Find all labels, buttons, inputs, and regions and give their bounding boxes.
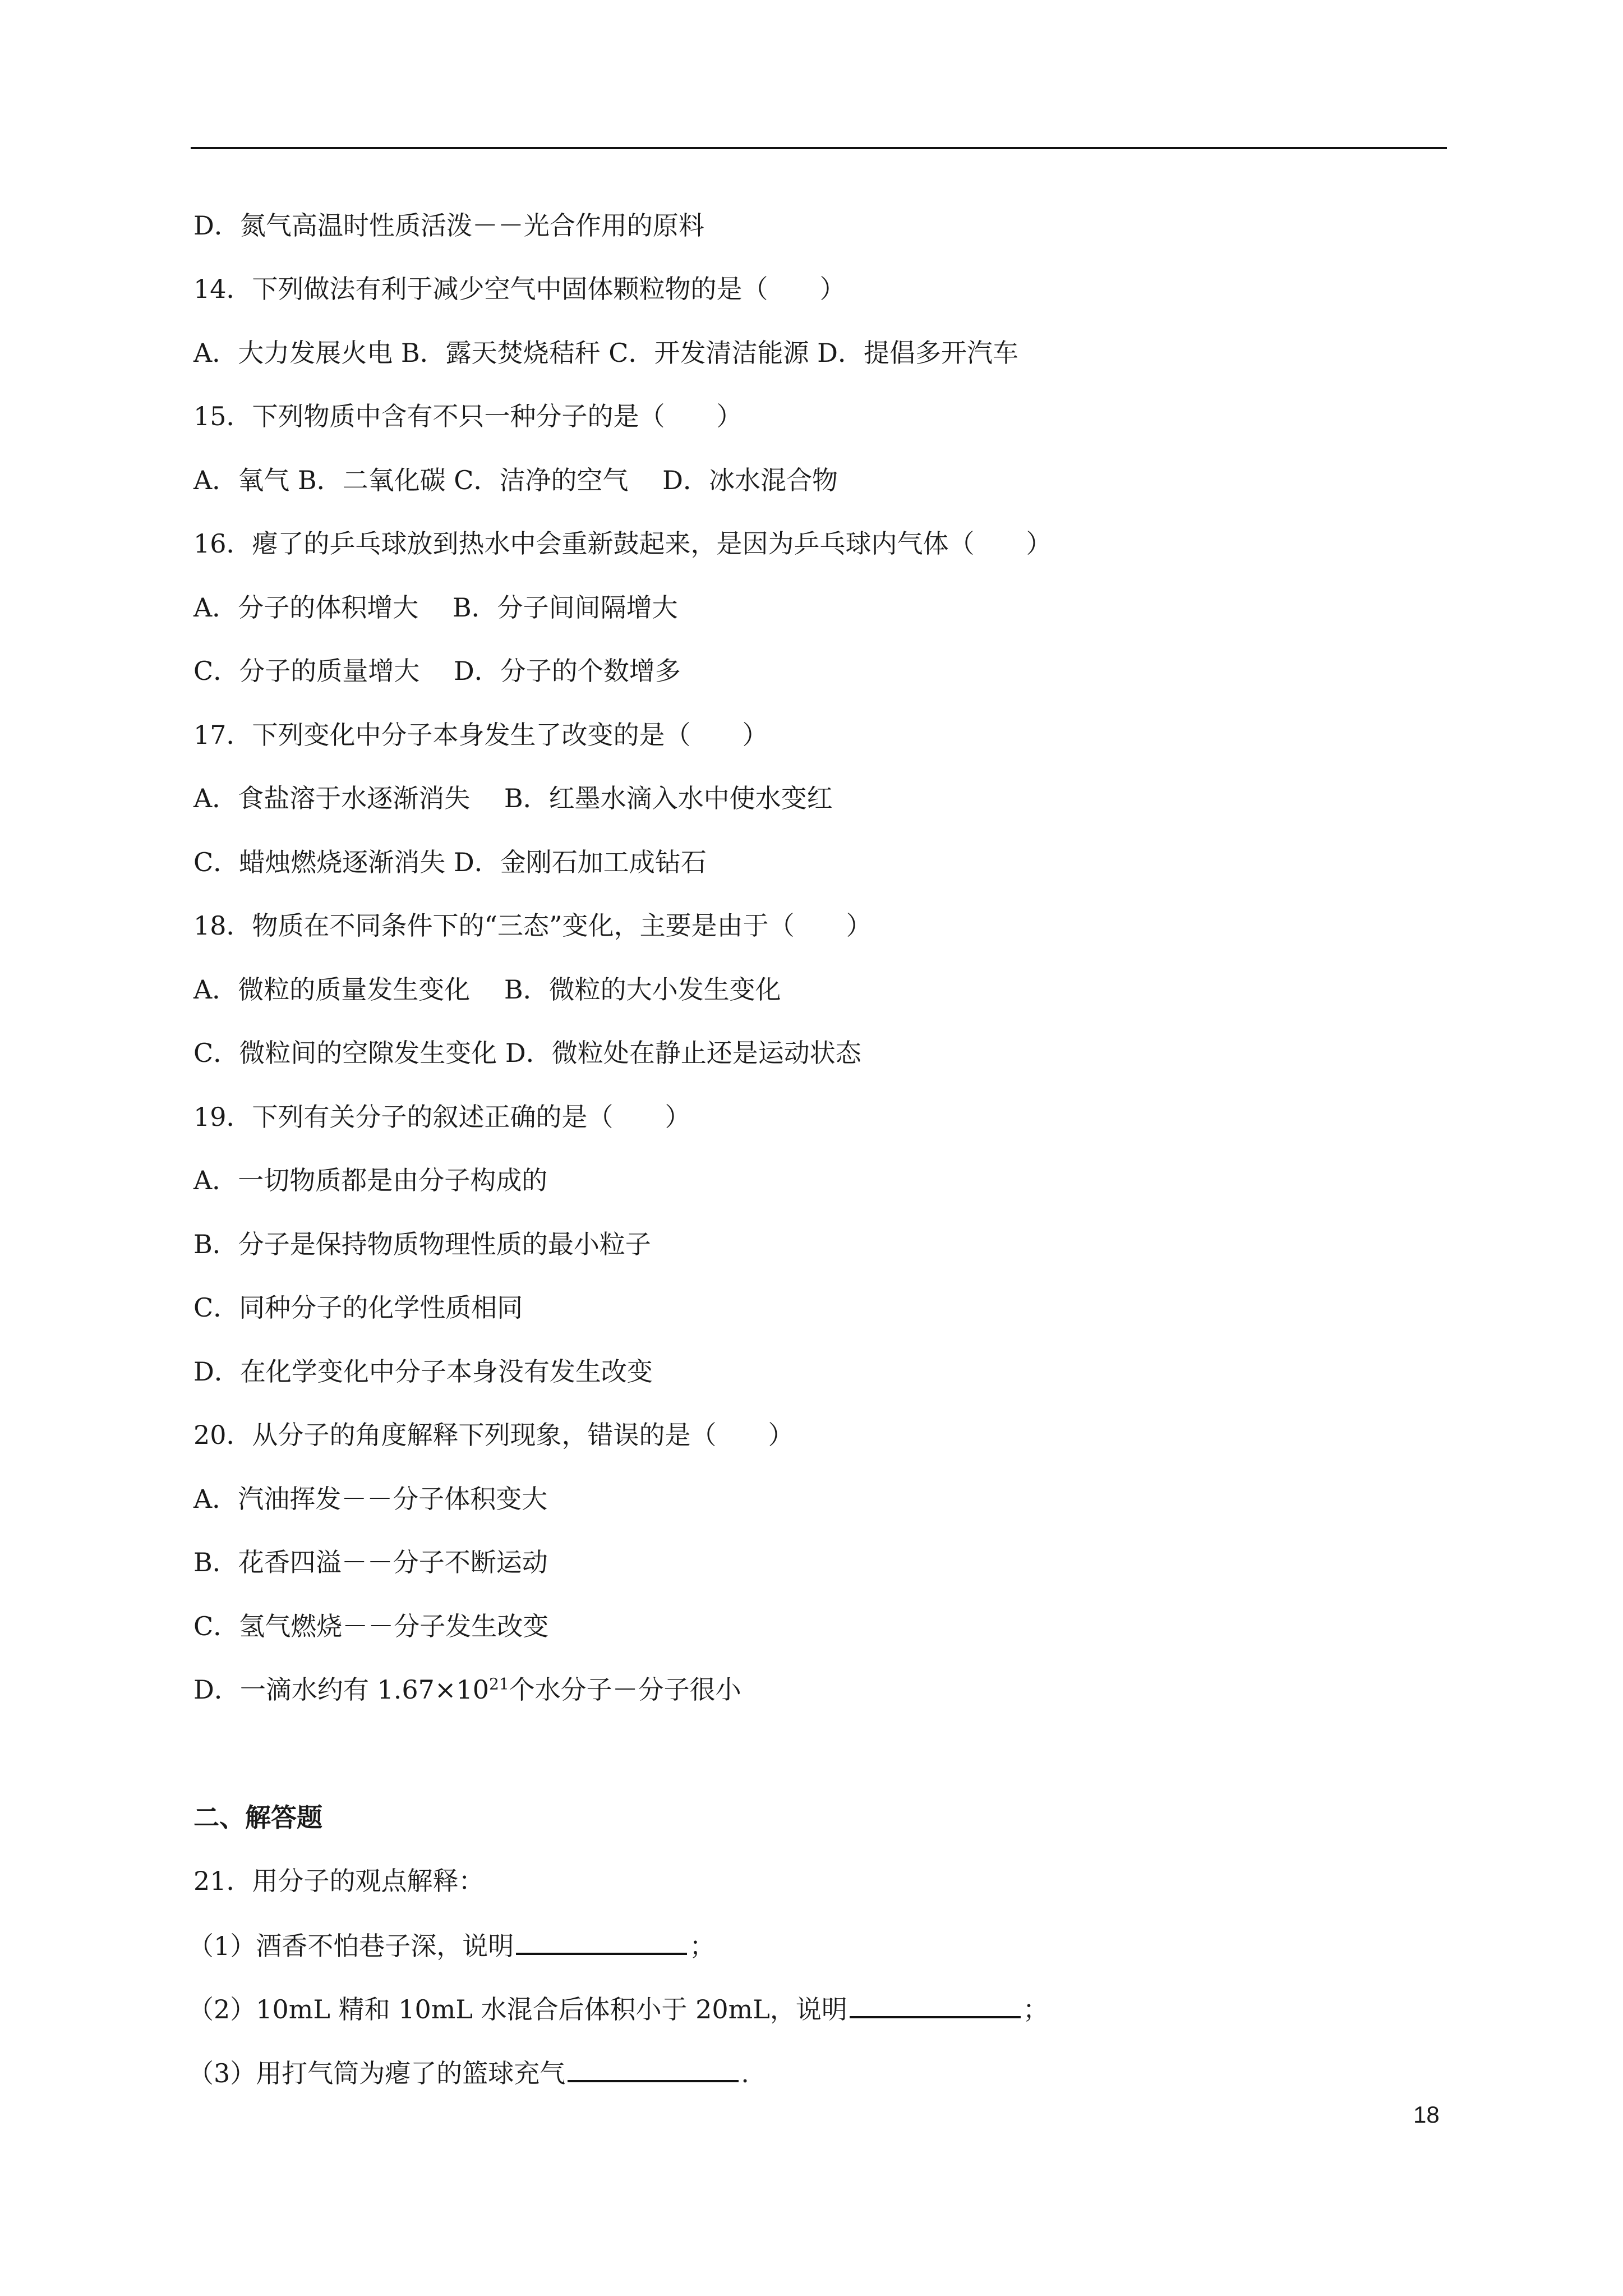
header-rule <box>191 147 1447 149</box>
option-19-b: B．分子是保持物质物理性质的最小粒子 <box>193 1229 651 1259</box>
option-20-c: C．氢气燃烧－－分子发生改变 <box>193 1611 549 1641</box>
question-21: 21．用分子的观点解释： <box>193 1866 485 1896</box>
options-17-ab: A．食盐溶于水逐渐消失 B．红墨水滴入水中使水变红 <box>193 783 833 813</box>
part-3-end: . <box>741 2058 749 2088</box>
answer-blank-1[interactable] <box>516 1928 687 1955</box>
option-20-a: A．汽油挥发－－分子体积变大 <box>193 1484 548 1514</box>
options-16-cd: C．分子的质量增大 D．分子的个数增多 <box>193 656 681 686</box>
part-1-text: （1）酒香不怕巷子深，说明 <box>188 1931 514 1961</box>
question-21-part-3 <box>188 2055 749 2090</box>
question-21-part-2 <box>188 1991 1049 2026</box>
option-20-d-text: D．一滴水约有 1.67×10 <box>193 1674 490 1705</box>
options-18-ab: A．微粒的质量发生变化 B．微粒的大小发生变化 <box>193 974 781 1005</box>
part-2-text: （2）10mL 精和 10mL 水混合后体积小于 20mL，说明 <box>188 1994 847 2024</box>
options-14: A．大力发展火电 B．露天焚烧秸秆 C．开发清洁能源 D．提倡多开汽车 <box>193 338 1018 368</box>
part-3-text: （3）用打气筒为瘪了的篮球充气 <box>188 2058 566 2088</box>
question-21-part-1 <box>188 1928 715 1963</box>
question-16: 16．瘪了的乒乓球放到热水中会重新鼓起来，是因为乒乓球内气体（ ） <box>193 528 1052 559</box>
option-19-c: C．同种分子的化学性质相同 <box>193 1292 523 1323</box>
option-13-d: D．氮气高温时性质活泼－－光合作用的原料 <box>193 210 704 241</box>
options-15: A．氧气 B．二氧化碳 C．洁净的空气 D．冰水混合物 <box>193 465 838 495</box>
part-2-end: ； <box>1022 1994 1049 2024</box>
option-20-d-text-tail: 个水分子－分子很小 <box>509 1674 741 1705</box>
option-19-d: D．在化学变化中分子本身没有发生改变 <box>193 1356 653 1387</box>
page-number: 18 <box>1413 2101 1440 2128</box>
option-19-a: A．一切物质都是由分子构成的 <box>193 1165 548 1195</box>
question-20: 20．从分子的角度解释下列现象，错误的是（ ） <box>193 1420 794 1450</box>
options-17-cd: C．蜡烛燃烧逐渐消失 D．金刚石加工成钻石 <box>193 847 707 877</box>
question-15: 15．下列物质中含有不只一种分子的是（ ） <box>193 401 743 431</box>
option-20-d <box>193 1673 741 1706</box>
exponent: 21 <box>489 1674 509 1694</box>
part-1-end: ； <box>689 1931 716 1961</box>
option-20-b: B．花香四溢－－分子不断运动 <box>193 1547 548 1577</box>
section-heading: 二、解答题 <box>193 1802 322 1833</box>
answer-blank-3[interactable] <box>568 2055 739 2082</box>
options-16-ab: A．分子的体积增大 B．分子间间隔增大 <box>193 592 678 623</box>
options-18-cd: C．微粒间的空隙发生变化 D．微粒处在静止还是运动状态 <box>193 1038 861 1068</box>
question-19: 19．下列有关分子的叙述正确的是（ ） <box>193 1102 691 1132</box>
question-14: 14．下列做法有利于减少空气中固体颗粒物的是（ ） <box>193 274 846 304</box>
question-18: 18．物质在不同条件下的“三态”变化，主要是由于（ ） <box>193 910 872 941</box>
answer-blank-2[interactable] <box>850 1991 1021 2018</box>
question-17: 17．下列变化中分子本身发生了改变的是（ ） <box>193 720 768 750</box>
